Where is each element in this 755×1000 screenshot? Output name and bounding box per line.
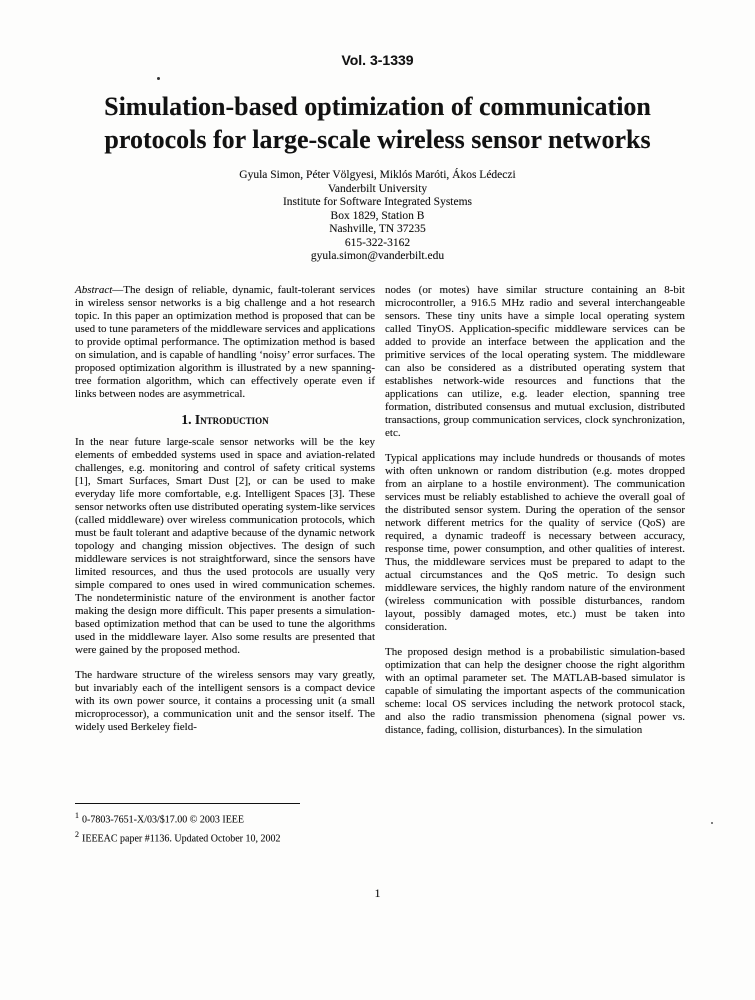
paragraph: The hardware structure of the wireless sensors may vary greatly, but invariably each of the intelligent sensors is a compact device with its own power source, it contains a processing unit (a small microprocessor), a communication unit and the sensor itself. The widely used Berkeley field- (75, 669, 375, 733)
email-line: gyula.simon@vanderbilt.edu (310, 250, 445, 262)
affiliation-line: Nashville, TN 37235 (329, 223, 426, 235)
footnote-copyright (75, 808, 375, 827)
phone-line: 615-322-3162 (344, 236, 411, 249)
paper-title (50, 90, 705, 156)
footnote-paper-id (75, 827, 375, 846)
page-number: 1 (374, 886, 381, 900)
paragraph: nodes (or motes) have similar structure containing an 8-bit microcontroller, a 916.5 MHz radio and several interchangeable sensors. These tiny units have a simple local operating system called TinyOS. Application-specific middleware services can be added to provide an interface between the application and the primitive services of the local operating system. The middleware can also be considered as a distributed operating system that establishes network-wide resources and functions that the applications can utilize, e.g. leader election, spanning tree formation, distributed consensus and mutual exclusion, distributed transactions, group communication services, clock synchronization, etc. (385, 284, 685, 439)
two-column-body (75, 284, 685, 749)
footnote-text: 0-7803-7651-X/03/$17.00 © 2003 IEEE (82, 814, 245, 826)
footnote-marker: 2 (75, 830, 79, 840)
paper-title-line: protocols for large-scale wireless sensor networks (104, 125, 651, 154)
abstract-label: Abstract (75, 284, 113, 296)
volume-header: Vol. 3-1339 (341, 52, 414, 68)
paragraph: Typical applications may include hundreds or thousands of motes with often unknown or random distribution (e.g. motes dropped from an airplane to a hostile environment). The communication services must be reliably established to achieve the overall goal of the distributed sensor system. During the operation of the sensor network different metrics for the quality of service (QoS) are required, a dynamic tradeoff is necessary between accuracy, response time, power consumption, and other qualities of interest. Thus, the middleware services must be prepared to adapt to the actual circumstances and the QoS metric. To design such middleware services, the highly random nature of the environment (wireless communication with possible disturbances, random layout, possibly damaged motes, etc.) must be taken into consideration. (385, 452, 685, 633)
affiliation-line: Institute for Software Integrated Systems (282, 196, 473, 208)
footnote-text: IEEEAC paper #1136. Updated October 10, 2002 (82, 833, 281, 845)
authors-block (100, 169, 655, 264)
affiliation-line: Vanderbilt University (327, 182, 428, 195)
section-heading-introduction: 1. Introduction (181, 412, 269, 427)
footnote-marker: 1 (75, 811, 79, 820)
footnote-rule (75, 803, 300, 804)
abstract-text: —The design of reliable, dynamic, fault-tolerant services in wireless sensor networks is a big challenge and a hot research topic. In this paper an optimization method is proposed that can be used to tune parameters of the middleware services and applications to provide optimal performance. The optimization method is based on simulation, and is capable of handling ‘noisy’ error surfaces. The proposed optimization algorithm is illustrated by a new spanning-tree formation algorithm, which can effectively operate even if links between nodes are asymmetrical. (75, 284, 375, 400)
right-column (385, 284, 685, 749)
paper-title-line: Simulation-based optimization of communication (104, 92, 651, 121)
paragraph: In the near future large-scale sensor networks will be the key elements of embedded systems used in space and aviation-related challenges, e.g. monitoring and control of safety critical systems [1], Smart Surfaces, Smart Dust [2], or can be used to make everyday life more comfortable, e.g. Intelligent Spaces [3]. These sensor networks often use distributed operating system-like services (called middleware) over wireless communication protocols, which must be fault tolerant and adaptive because of the dynamic network topology and changing mission objectives. The design of such middleware services is not straightforward, since the sensors have limited resources, and thus the used protocols are usually very simple compared to ones used in wired communication schemes. The nondeterministic nature of the environment is another factor making the design more difficult. This paper presents a simulation-based optimization method that can be used to tune the algorithms used in the middleware layer. Also some results are presented that were gained by the proposed method. (75, 436, 375, 656)
scan-artifact-dot (157, 77, 160, 80)
scan-artifact-dot (711, 822, 713, 824)
paragraph: The proposed design method is a probabilistic simulation-based optimization that can help the designer choose the right algorithm with an optimal parameter set. The MATLAB-based simulator is capable of simulating the important aspects of the communication scheme: local OS services including the network protocol stack, and also the radio transmission phenomena (signal power vs. distance, fading, collision, disturbances). In the simulation (385, 646, 685, 736)
left-column (75, 284, 375, 749)
affiliation-line: Box 1829, Station B (330, 209, 425, 222)
footnotes (75, 803, 375, 847)
abstract-paragraph (75, 284, 375, 401)
authors-line: Gyula Simon, Péter Völgyesi, Miklós Maróti, Ákos Lédeczi (239, 169, 516, 181)
